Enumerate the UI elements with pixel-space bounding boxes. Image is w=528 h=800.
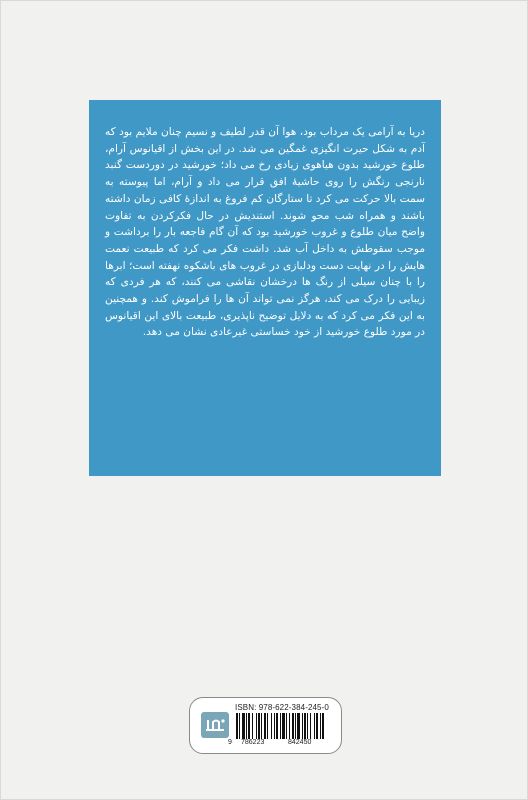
isbn-number: ISBN: 978-622-384-245-0 bbox=[235, 703, 329, 712]
barcode-digits-right: 842450 bbox=[288, 739, 312, 746]
barcode-digits-left: 786223 bbox=[241, 739, 265, 746]
publisher-logo-icon bbox=[201, 712, 229, 738]
barcode-digit-lead: 9 bbox=[228, 739, 232, 746]
blurb-panel bbox=[89, 100, 441, 476]
barcode-panel bbox=[189, 697, 342, 754]
barcode-graphic bbox=[235, 713, 333, 739]
blurb-text: دریا به آرامی یک مرداب بود، هوا آن قدر لطیف و نسیم چنان ملایم بود که آدم به شکل حیرت انگیزی غمگین می شد. در این بخش از اقیانوس آرام، طلوع خورشید بدون هیاهوی زیادی رخ می داد؛ خورشید در دوردست گنبد نارنجی رنگش را روی حاشیهٔ افق قرار می داد و آرام، اما پیوسته به سمت بالا حرکت می کرد تا ستارگان کم فروغ به اندازهٔ کافی زمان داشته باشند و همراه شب محو شوند. استندیش در حال فکرکردن به تفاوت واضح میان طلوع و غروب خورشید بود که آن گام فاجعه بار را برداشت و موجب سقوطش به داخل آب شد. داشت فکر می کرد که طبیعت نعمت هایش را در نهایت دست ودلبازی در غروب های باشکوه نهفته است؛ ابرها را با چنان سیلی از رنگ ها درخشان نقاشی می کنند، که هر فردی که زیبایی را درک می کند، هرگز نمی تواند آن ها را فراموش کند. و همچنین به این فکر می کرد که به دلایل توضیح ناپذیری، طبیعت بالای این اقیانوس در مورد طلوع خورشید از خود خساستی غیرعادی نشان می دهد. bbox=[105, 126, 425, 339]
